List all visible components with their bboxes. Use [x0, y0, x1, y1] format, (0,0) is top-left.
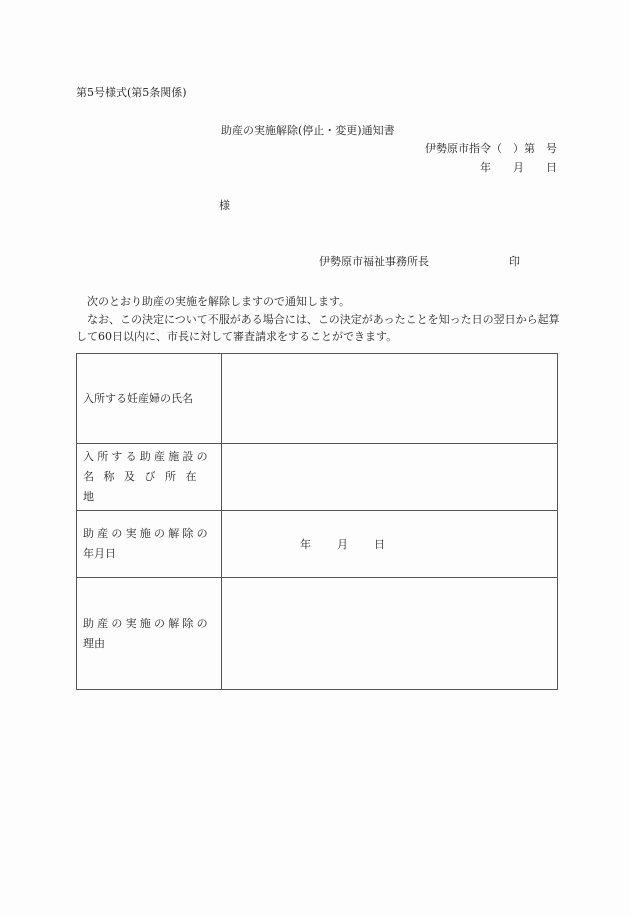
notice-paragraph: 次のとおり助産の実施を解除しますので通知します。 — [76, 295, 351, 308]
label-line: 助産の実施の解除の — [83, 616, 211, 630]
appeal-paragraph: なお、この決定について不服がある場合には、この決定があったことを知った日の翌日から起算して60日以内に、市長に対して審査請求をすることができます。 — [76, 312, 560, 343]
label-cancel-reason — [77, 578, 222, 690]
addressee-suffix: 様 — [219, 199, 230, 212]
date-month: 月 — [513, 161, 524, 174]
cell-month: 月 — [337, 538, 348, 551]
issuer-name: 伊勢原市福祉事務所長 — [319, 255, 429, 268]
notice-table — [76, 353, 558, 690]
table-row — [77, 354, 558, 444]
table-row — [77, 444, 558, 511]
cell-year: 年 — [300, 538, 311, 551]
label-line: 入所する助産施設の — [83, 450, 211, 463]
cancel-reason-field[interactable] — [222, 578, 558, 690]
notice-body — [76, 293, 566, 346]
seal-mark: 印 — [509, 255, 520, 268]
issue-date — [480, 162, 557, 173]
table-row — [77, 511, 558, 578]
form-number: 第5号様式(第5条関係) — [76, 86, 187, 99]
facility-field[interactable] — [222, 444, 558, 511]
label-line: 理由 — [83, 636, 105, 650]
document-title: 助産の実施解除(停止・変更)通知書 — [221, 124, 395, 137]
reference-number: 伊勢原市指令（ ）第 号 — [425, 142, 557, 155]
label-cancel-date — [77, 511, 222, 578]
date-day: 日 — [546, 161, 557, 174]
label-line: 名称及び所在地 — [83, 470, 206, 503]
label-patient-name: 入所する妊産婦の氏名 — [77, 354, 222, 444]
date-year: 年 — [480, 161, 491, 174]
table-row — [77, 578, 558, 690]
label-line: 助産の実施の解除の — [83, 527, 211, 540]
cell-day: 日 — [374, 538, 385, 551]
cancel-date-field[interactable] — [222, 511, 558, 578]
patient-name-field[interactable] — [222, 354, 558, 444]
label-facility — [77, 444, 222, 511]
label-line: 年月日 — [83, 547, 116, 560]
